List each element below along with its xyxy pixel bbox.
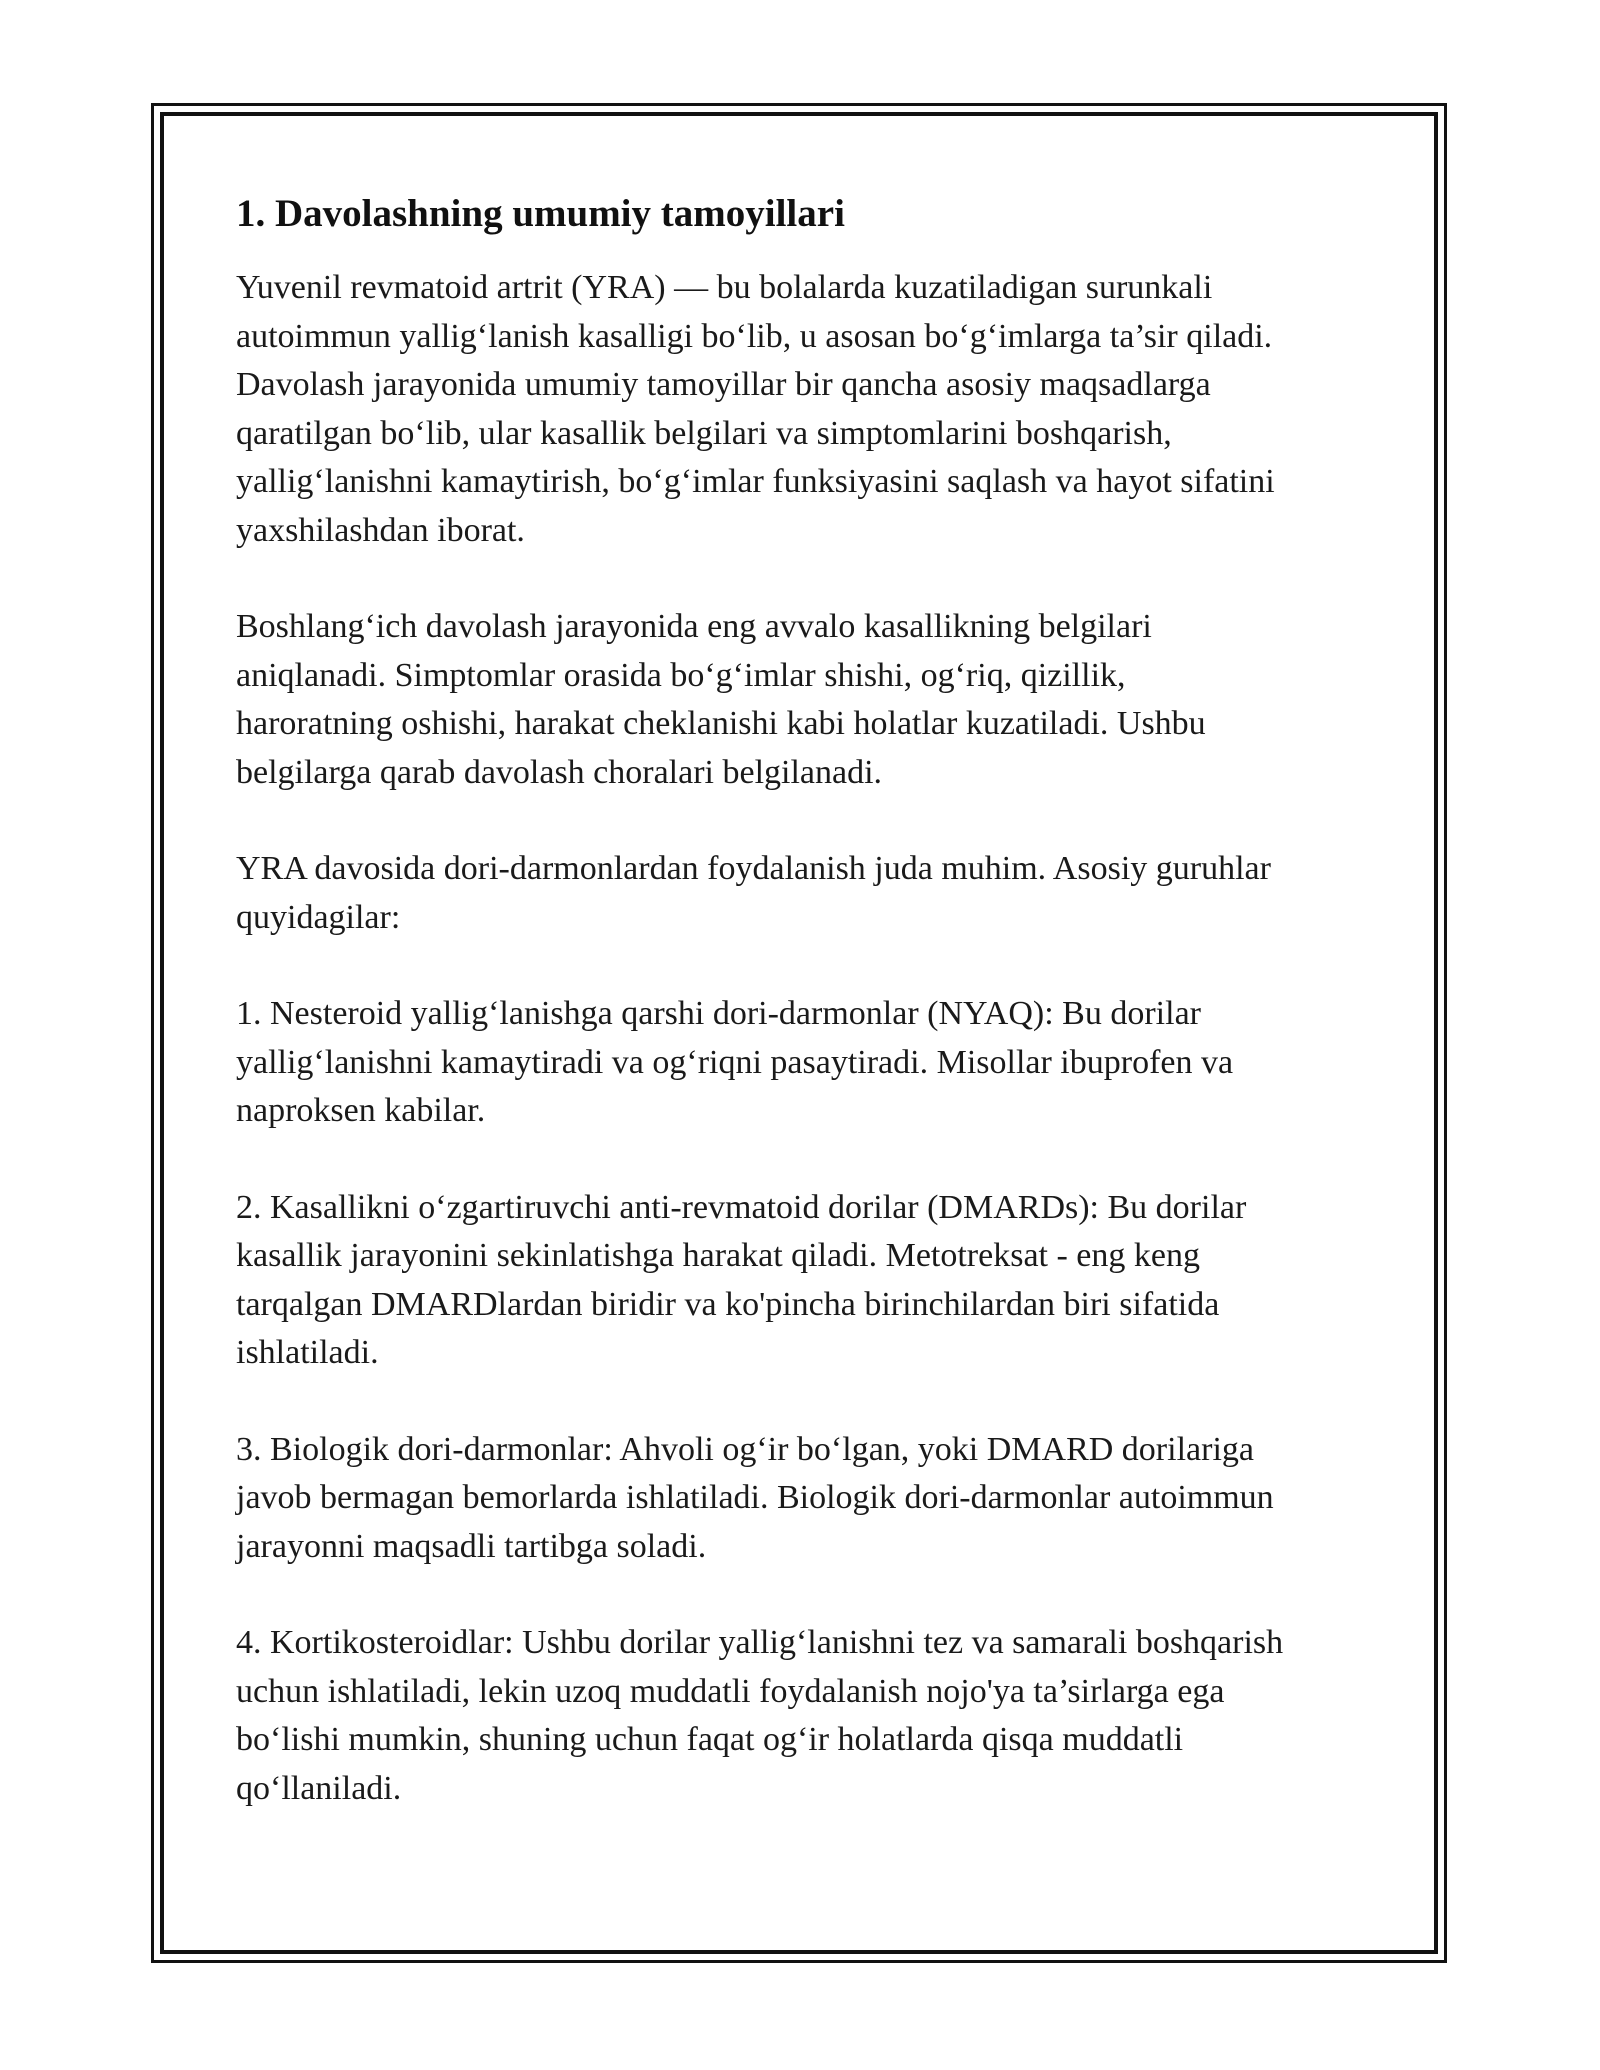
paragraph-initial-treatment: Boshlang‘ich davolash jarayonida eng avvalo kasallikning belgilari aniqlanadi. Simptomlar orasida bo‘g‘imlar shishi, og‘riq, qizillik, haroratning oshishi, harakat cheklanishi kabi holatlar kuzatiladi. Ushbu belgilarga qarab davolash choralari belgilanadi.	[236, 608, 1206, 791]
list-item-nsaids: 1. Nesteroid yallig‘lanishga qarshi dori-darmonlar (NYAQ): Bu dorilar yallig‘lanishni kamaytiradi va og‘riqni pasaytiradi. Misollar ibuprofen va naproksen kabilar.	[236, 995, 1234, 1129]
paragraph-medication-groups: YRA davosida dori-darmonlardan foydalanish juda muhim. Asosiy guruhlar quyidagilar:	[236, 850, 1271, 936]
list-item-dmards: 2. Kasallikni o‘zgartiruvchi anti-revmatoid dorilar (DMARDs): Bu dorilar kasallik jarayonini sekinlatishga harakat qiladi. Metotreksat - eng keng tarqalgan DMARDlardan biridir va ko'pincha birinchilardan biri sifatida ishlatiladi.	[236, 1188, 1247, 1371]
list-item-biologics: 3. Biologik dori-darmonlar: Ahvoli og‘ir bo‘lgan, yoki DMARD dorilariga javob bermagan bemorlarda ishlatiladi. Biologik dori-darmonlar autoimmun jarayonni maqsadli tartibga soladi.	[236, 1430, 1274, 1565]
document-body	[236, 186, 1376, 1861]
paragraph-intro: Yuvenil revmatoid artrit (YRA) — bu bolalarda kuzatiladigan surunkali autoimmun yallig‘lanish kasalligi bo‘lib, u asosan bo‘g‘imlarga ta’sir qiladi. Davolash jarayonida umumiy tamoyillar bir qancha asosiy maqsadlarga qaratilgan bo‘lib, ular kasallik belgilari va simptomlarini boshqarish, yallig‘lanishni kamaytirish, bo‘g‘imlar funksiyasini saqlash va hayot sifatini yaxshilashdan iborat.	[236, 269, 1275, 549]
section-heading: 1. Davolashning umumiy tamoyillari	[236, 192, 845, 235]
list-item-corticosteroids: 4. Kortikosteroidlar: Ushbu dorilar yallig‘lanishni tez va samarali boshqarish uchun ishlatiladi, lekin uzoq muddatli foydalanish nojo'ya ta’sirlarga ega bo‘lishi mumkin, shuning uchun faqat og‘ir holatlarda qisqa muddatli qo‘llaniladi.	[236, 1624, 1284, 1807]
